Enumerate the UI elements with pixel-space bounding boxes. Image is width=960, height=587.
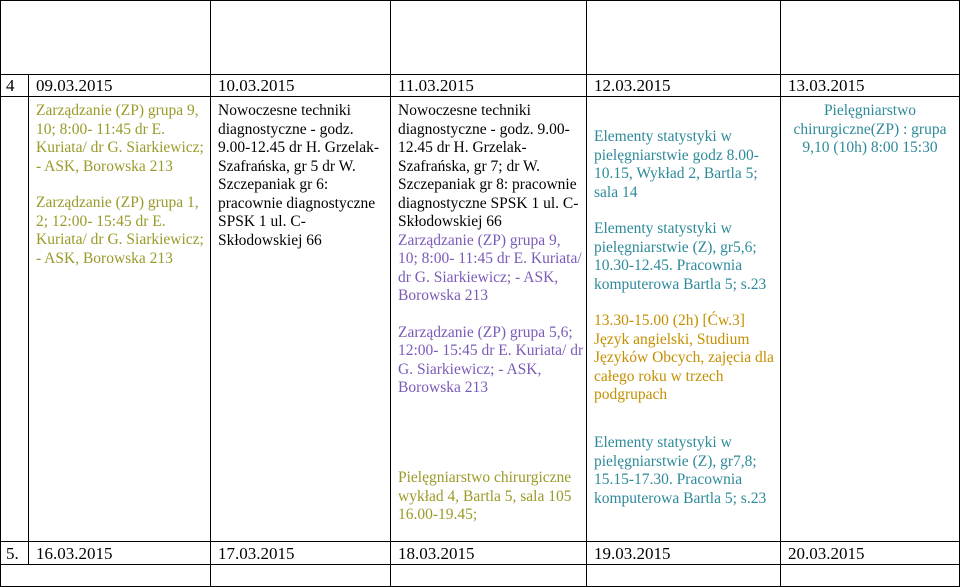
class-entry: Nowoczesne techniki diagnostyczne - godz. 9.00-12.45 dr H. Grzelak-Szafrańska, gr 7; dr W. Szczepaniak gr 8: pracownie diagnostyczne SPSK 1 ul. C-Skłodowskiej 66 [398, 102, 579, 230]
row-divider [0, 96, 960, 97]
day-date-mon: 16.03.2015 [36, 544, 113, 563]
day-date-mon: 09.03.2015 [36, 76, 113, 95]
schedule-cell-thu-evening [594, 434, 778, 508]
column-divider [0, 0, 1, 587]
schedule-cell-thu [594, 128, 778, 405]
column-divider [210, 0, 211, 587]
class-entry: Nowoczesne techniki diagnostyczne - godz. 9.00-12.45 dr H. Grzelak-Szafrańska, gr 5 dr W. Szczepaniak gr 6: pracownie diagnostyczne SPSK 1 ul. C-Skłodowskiej 66 [218, 102, 379, 249]
class-entry: Elementy statystyki w pielęgniarstwie (Z), gr7,8; 15.15-17.30. Pracownia komputerowa Bartla 5; s.23 [594, 434, 767, 507]
day-date-wed: 18.03.2015 [398, 544, 475, 563]
day-date-fri: 13.03.2015 [788, 76, 865, 95]
day-date-wed: 11.03.2015 [398, 76, 474, 95]
class-entry: Elementy statystyki w pielęgniarstwie godz 8.00-10.15, Wykład 2, Bartla 5; sala 14 [594, 128, 759, 201]
class-entry: Elementy statystyki w pielęgniarstwie (Z), gr5,6; 10.30-12.45. Pracownia komputerowa Bartla 5; s.23 [594, 220, 767, 293]
schedule-cell-wed [398, 102, 584, 398]
row-divider [0, 74, 960, 75]
class-entry: Zarządzanie (ZP) grupa 1, 2; 12:00- 15:45 dr E. Kuriata/ dr G. Siarkiewicz; - ASK, Borowska 213 [36, 194, 204, 267]
row-divider [0, 564, 960, 565]
column-divider [390, 0, 391, 587]
schedule-cell-tue [218, 102, 388, 250]
class-entry: Zarządzanie (ZP) grupa 5,6; 12:00- 15:45 dr E. Kuriata/ dr G. Siarkiewicz; - ASK, Borowska 213 [398, 323, 584, 396]
top-border [0, 0, 960, 1]
schedule-cell-mon [36, 102, 206, 268]
week-number: 4 [6, 76, 15, 95]
class-entry: Zarządzanie (ZP) grupa 9, 10; 8:00- 11:45 dr E. Kuriata/ dr G. Siarkiewicz; - ASK, Borowska 213 [398, 231, 582, 304]
week-number: 5. [6, 544, 19, 563]
schedule-cell-wed-evening [398, 469, 584, 525]
day-date-thu: 19.03.2015 [594, 544, 671, 563]
column-divider [780, 0, 781, 587]
day-date-tue: 10.03.2015 [218, 76, 295, 95]
class-entry: 13.30-15.00 (2h) [Ćw.3] Język angielski, Studium Języków Obcych, zajęcia dla całego roku w trzech podgrupach [594, 312, 774, 403]
class-entry: Pielęgniarstwo chirurgiczne wykład 4, Bartla 5, sala 105 16.00-19.45; [398, 469, 572, 523]
schedule-cell-fri [786, 102, 954, 158]
day-date-thu: 12.03.2015 [594, 76, 671, 95]
column-divider [586, 0, 587, 587]
column-divider [28, 74, 29, 564]
class-entry: Zarządzanie (ZP) grupa 9, 10; 8:00- 11:45 dr E. Kuriata/ dr G. Siarkiewicz; - ASK, Borowska 213 [36, 102, 204, 175]
day-date-tue: 17.03.2015 [218, 544, 295, 563]
class-entry: Pielęgniarstwo chirurgiczne(ZP) : grupa 9,10 (10h) 8:00 15:30 [793, 102, 947, 156]
row-divider [0, 541, 960, 542]
day-date-fri: 20.03.2015 [788, 544, 865, 563]
